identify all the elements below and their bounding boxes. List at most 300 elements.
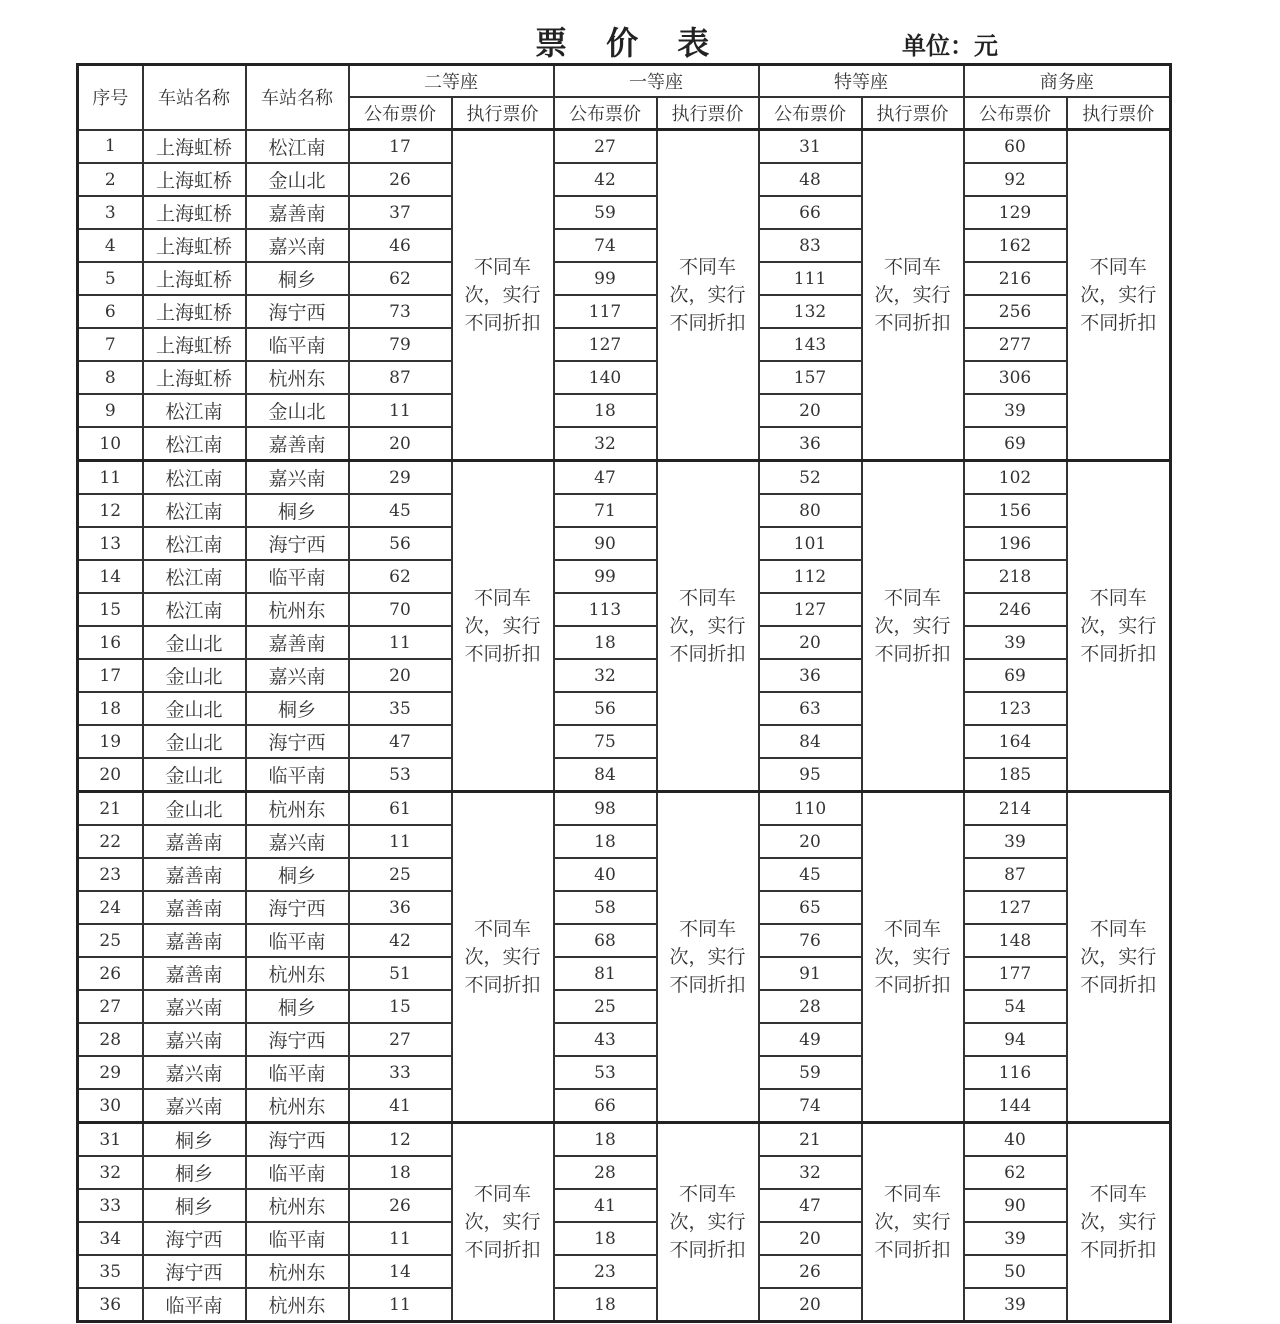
row-number-cell: 21: [78, 792, 143, 826]
first-class-price-cell: 99: [554, 560, 657, 593]
row-number-cell: 13: [78, 527, 143, 560]
from-station-cell: 上海虹桥: [143, 163, 246, 196]
premium-class-price-cell: 65: [759, 891, 862, 924]
first-class-discount-note: 不同车次，实行不同折扣: [657, 461, 759, 792]
row-number-cell: 17: [78, 659, 143, 692]
business-class-price-cell: 102: [964, 461, 1067, 495]
second-class-price-cell: 18: [349, 1156, 452, 1189]
table-row: [78, 990, 1171, 1023]
premium-class-price-cell: 28: [759, 990, 862, 1023]
to-station-cell: 桐乡: [246, 262, 349, 295]
premium-class-price-cell: 59: [759, 1056, 862, 1089]
first-class-price-cell: 43: [554, 1023, 657, 1056]
second-class-price-cell: 87: [349, 361, 452, 394]
table-row: [78, 527, 1171, 560]
business-class-price-cell: 214: [964, 792, 1067, 826]
from-station-cell: 上海虹桥: [143, 328, 246, 361]
premium-class-price-cell: 32: [759, 1156, 862, 1189]
from-station-cell: 嘉兴南: [143, 1023, 246, 1056]
premium-class-price-cell: 84: [759, 725, 862, 758]
first-class-discount-note: 不同车次，实行不同折扣: [657, 1123, 759, 1322]
second-class-price-cell: 20: [349, 659, 452, 692]
premium-class-price-cell: 127: [759, 593, 862, 626]
premium-class-price-cell: 83: [759, 229, 862, 262]
second-class-price-cell: 51: [349, 957, 452, 990]
to-station-cell: 桐乡: [246, 692, 349, 725]
table-row: [78, 427, 1171, 461]
second-class-price-cell: 70: [349, 593, 452, 626]
second-class-discount-note: 不同车次，实行不同折扣: [452, 461, 554, 792]
first-class-price-cell: 75: [554, 725, 657, 758]
first-class-price-cell: 25: [554, 990, 657, 1023]
to-station-cell: 桐乡: [246, 990, 349, 1023]
header-published-price: 公布票价: [759, 97, 862, 130]
business-class-price-cell: 277: [964, 328, 1067, 361]
second-class-price-cell: 11: [349, 1222, 452, 1255]
premium-class-price-cell: 91: [759, 957, 862, 990]
from-station-cell: 海宁西: [143, 1255, 246, 1288]
from-station-cell: 桐乡: [143, 1156, 246, 1189]
to-station-cell: 杭州东: [246, 1288, 349, 1322]
header-actual-price: 执行票价: [657, 97, 759, 130]
table-row: [78, 593, 1171, 626]
premium-class-discount-note: 不同车次，实行不同折扣: [862, 130, 964, 461]
table-row: [78, 1023, 1171, 1056]
table-row: [78, 858, 1171, 891]
first-class-price-cell: 23: [554, 1255, 657, 1288]
second-class-price-cell: 20: [349, 427, 452, 461]
row-number-cell: 28: [78, 1023, 143, 1056]
row-number-cell: 24: [78, 891, 143, 924]
second-class-price-cell: 12: [349, 1123, 452, 1157]
row-number-cell: 4: [78, 229, 143, 262]
premium-class-discount-note: 不同车次，实行不同折扣: [862, 1123, 964, 1322]
table-row: [78, 924, 1171, 957]
row-number-cell: 16: [78, 626, 143, 659]
premium-class-discount-note: 不同车次，实行不同折扣: [862, 461, 964, 792]
row-number-cell: 1: [78, 130, 143, 164]
premium-class-price-cell: 36: [759, 427, 862, 461]
first-class-price-cell: 18: [554, 1222, 657, 1255]
table-row: [78, 758, 1171, 792]
second-class-price-cell: 45: [349, 494, 452, 527]
premium-class-price-cell: 80: [759, 494, 862, 527]
second-class-price-cell: 79: [349, 328, 452, 361]
to-station-cell: 海宁西: [246, 1023, 349, 1056]
row-number-cell: 18: [78, 692, 143, 725]
premium-class-price-cell: 49: [759, 1023, 862, 1056]
table-row: [78, 1123, 1171, 1157]
second-class-price-cell: 15: [349, 990, 452, 1023]
from-station-cell: 桐乡: [143, 1123, 246, 1157]
table-row: [78, 1288, 1171, 1322]
from-station-cell: 松江南: [143, 427, 246, 461]
table-row: [78, 130, 1171, 164]
second-class-price-cell: 35: [349, 692, 452, 725]
business-class-price-cell: 218: [964, 560, 1067, 593]
first-class-price-cell: 53: [554, 1056, 657, 1089]
first-class-price-cell: 41: [554, 1189, 657, 1222]
first-class-price-cell: 81: [554, 957, 657, 990]
header-business-class: 商务座: [964, 65, 1171, 98]
table-row: [78, 659, 1171, 692]
first-class-price-cell: 113: [554, 593, 657, 626]
from-station-cell: 金山北: [143, 725, 246, 758]
business-class-price-cell: 39: [964, 1222, 1067, 1255]
header-first-class: 一等座: [554, 65, 759, 98]
to-station-cell: 海宁西: [246, 295, 349, 328]
premium-class-price-cell: 20: [759, 1222, 862, 1255]
business-class-price-cell: 148: [964, 924, 1067, 957]
first-class-price-cell: 18: [554, 825, 657, 858]
from-station-cell: 上海虹桥: [143, 361, 246, 394]
premium-class-price-cell: 20: [759, 626, 862, 659]
first-class-price-cell: 56: [554, 692, 657, 725]
second-class-discount-note: 不同车次，实行不同折扣: [452, 130, 554, 461]
header-published-price: 公布票价: [349, 97, 452, 130]
from-station-cell: 上海虹桥: [143, 130, 246, 164]
premium-class-price-cell: 111: [759, 262, 862, 295]
from-station-cell: 金山北: [143, 626, 246, 659]
header-second-class: 二等座: [349, 65, 554, 98]
business-class-price-cell: 39: [964, 626, 1067, 659]
row-number-cell: 25: [78, 924, 143, 957]
business-class-price-cell: 39: [964, 825, 1067, 858]
to-station-cell: 桐乡: [246, 494, 349, 527]
header-seq: 序号: [78, 65, 143, 130]
second-class-price-cell: 11: [349, 394, 452, 427]
table-row: [78, 1255, 1171, 1288]
business-class-price-cell: 246: [964, 593, 1067, 626]
from-station-cell: 松江南: [143, 461, 246, 495]
table-row: [78, 1089, 1171, 1123]
premium-class-price-cell: 20: [759, 394, 862, 427]
row-number-cell: 8: [78, 361, 143, 394]
premium-class-price-cell: 143: [759, 328, 862, 361]
row-number-cell: 11: [78, 461, 143, 495]
row-number-cell: 35: [78, 1255, 143, 1288]
premium-class-price-cell: 26: [759, 1255, 862, 1288]
to-station-cell: 杭州东: [246, 361, 349, 394]
premium-class-price-cell: 20: [759, 825, 862, 858]
premium-class-price-cell: 47: [759, 1189, 862, 1222]
business-class-price-cell: 69: [964, 659, 1067, 692]
business-class-price-cell: 54: [964, 990, 1067, 1023]
to-station-cell: 嘉兴南: [246, 229, 349, 262]
from-station-cell: 嘉兴南: [143, 1089, 246, 1123]
second-class-price-cell: 14: [349, 1255, 452, 1288]
to-station-cell: 杭州东: [246, 593, 349, 626]
row-number-cell: 31: [78, 1123, 143, 1157]
business-class-price-cell: 94: [964, 1023, 1067, 1056]
first-class-price-cell: 84: [554, 758, 657, 792]
business-class-price-cell: 92: [964, 163, 1067, 196]
row-number-cell: 6: [78, 295, 143, 328]
business-class-price-cell: 306: [964, 361, 1067, 394]
premium-class-price-cell: 101: [759, 527, 862, 560]
from-station-cell: 嘉善南: [143, 858, 246, 891]
page-title: 票 价 表: [535, 24, 724, 62]
to-station-cell: 海宁西: [246, 891, 349, 924]
business-class-price-cell: 127: [964, 891, 1067, 924]
premium-class-price-cell: 31: [759, 130, 862, 164]
first-class-price-cell: 117: [554, 295, 657, 328]
table-row: [78, 1056, 1171, 1089]
from-station-cell: 嘉善南: [143, 924, 246, 957]
premium-class-price-cell: 95: [759, 758, 862, 792]
table-row: [78, 725, 1171, 758]
second-class-price-cell: 17: [349, 130, 452, 164]
premium-class-price-cell: 63: [759, 692, 862, 725]
row-number-cell: 29: [78, 1056, 143, 1089]
to-station-cell: 海宁西: [246, 725, 349, 758]
business-class-price-cell: 185: [964, 758, 1067, 792]
header-from-station: 车站名称: [143, 65, 246, 130]
premium-class-price-cell: 74: [759, 1089, 862, 1123]
row-number-cell: 5: [78, 262, 143, 295]
row-number-cell: 3: [78, 196, 143, 229]
table-row: [78, 163, 1171, 196]
to-station-cell: 杭州东: [246, 1255, 349, 1288]
first-class-price-cell: 42: [554, 163, 657, 196]
business-class-price-cell: 69: [964, 427, 1067, 461]
table-row: [78, 262, 1171, 295]
to-station-cell: 嘉善南: [246, 196, 349, 229]
to-station-cell: 金山北: [246, 163, 349, 196]
second-class-price-cell: 61: [349, 792, 452, 826]
to-station-cell: 临平南: [246, 924, 349, 957]
premium-class-price-cell: 36: [759, 659, 862, 692]
row-number-cell: 2: [78, 163, 143, 196]
premium-class-price-cell: 52: [759, 461, 862, 495]
table-row: [78, 295, 1171, 328]
from-station-cell: 海宁西: [143, 1222, 246, 1255]
row-number-cell: 26: [78, 957, 143, 990]
business-class-price-cell: 196: [964, 527, 1067, 560]
to-station-cell: 海宁西: [246, 1123, 349, 1157]
table-row: [78, 692, 1171, 725]
first-class-price-cell: 71: [554, 494, 657, 527]
from-station-cell: 临平南: [143, 1288, 246, 1322]
second-class-price-cell: 26: [349, 163, 452, 196]
first-class-price-cell: 27: [554, 130, 657, 164]
second-class-price-cell: 11: [349, 1288, 452, 1322]
fare-table: [76, 63, 1172, 1323]
row-number-cell: 30: [78, 1089, 143, 1123]
business-class-price-cell: 116: [964, 1056, 1067, 1089]
row-number-cell: 9: [78, 394, 143, 427]
to-station-cell: 嘉兴南: [246, 659, 349, 692]
header-published-price: 公布票价: [964, 97, 1067, 130]
first-class-price-cell: 58: [554, 891, 657, 924]
business-class-price-cell: 90: [964, 1189, 1067, 1222]
second-class-price-cell: 27: [349, 1023, 452, 1056]
second-class-price-cell: 53: [349, 758, 452, 792]
from-station-cell: 嘉善南: [143, 825, 246, 858]
to-station-cell: 松江南: [246, 130, 349, 164]
business-class-price-cell: 87: [964, 858, 1067, 891]
from-station-cell: 松江南: [143, 527, 246, 560]
to-station-cell: 杭州东: [246, 1089, 349, 1123]
premium-class-price-cell: 112: [759, 560, 862, 593]
first-class-price-cell: 98: [554, 792, 657, 826]
table-row: [78, 394, 1171, 427]
row-number-cell: 23: [78, 858, 143, 891]
row-number-cell: 22: [78, 825, 143, 858]
premium-class-price-cell: 110: [759, 792, 862, 826]
second-class-price-cell: 73: [349, 295, 452, 328]
business-class-price-cell: 129: [964, 196, 1067, 229]
from-station-cell: 上海虹桥: [143, 295, 246, 328]
first-class-price-cell: 68: [554, 924, 657, 957]
row-number-cell: 36: [78, 1288, 143, 1322]
table-row: [78, 229, 1171, 262]
second-class-price-cell: 56: [349, 527, 452, 560]
first-class-price-cell: 90: [554, 527, 657, 560]
from-station-cell: 金山北: [143, 758, 246, 792]
second-class-price-cell: 37: [349, 196, 452, 229]
first-class-price-cell: 18: [554, 626, 657, 659]
second-class-discount-note: 不同车次，实行不同折扣: [452, 792, 554, 1123]
premium-class-price-cell: 66: [759, 196, 862, 229]
to-station-cell: 桐乡: [246, 858, 349, 891]
business-class-price-cell: 40: [964, 1123, 1067, 1157]
first-class-price-cell: 99: [554, 262, 657, 295]
premium-class-price-cell: 157: [759, 361, 862, 394]
premium-class-price-cell: 21: [759, 1123, 862, 1157]
second-class-price-cell: 29: [349, 461, 452, 495]
first-class-price-cell: 32: [554, 659, 657, 692]
header-premium-class: 特等座: [759, 65, 964, 98]
to-station-cell: 临平南: [246, 1222, 349, 1255]
table-row: [78, 461, 1171, 495]
first-class-price-cell: 47: [554, 461, 657, 495]
business-class-discount-note: 不同车次，实行不同折扣: [1067, 461, 1171, 792]
business-class-discount-note: 不同车次，实行不同折扣: [1067, 792, 1171, 1123]
business-class-price-cell: 123: [964, 692, 1067, 725]
from-station-cell: 松江南: [143, 494, 246, 527]
to-station-cell: 嘉兴南: [246, 825, 349, 858]
row-number-cell: 19: [78, 725, 143, 758]
header-actual-price: 执行票价: [1067, 97, 1171, 130]
row-number-cell: 27: [78, 990, 143, 1023]
header-to-station: 车站名称: [246, 65, 349, 130]
to-station-cell: 嘉兴南: [246, 461, 349, 495]
to-station-cell: 杭州东: [246, 792, 349, 826]
from-station-cell: 松江南: [143, 593, 246, 626]
second-class-price-cell: 33: [349, 1056, 452, 1089]
business-class-price-cell: 144: [964, 1089, 1067, 1123]
table-row: [78, 196, 1171, 229]
from-station-cell: 金山北: [143, 692, 246, 725]
row-number-cell: 20: [78, 758, 143, 792]
first-class-discount-note: 不同车次，实行不同折扣: [657, 130, 759, 461]
first-class-price-cell: 140: [554, 361, 657, 394]
row-number-cell: 7: [78, 328, 143, 361]
business-class-price-cell: 216: [964, 262, 1067, 295]
second-class-price-cell: 62: [349, 560, 452, 593]
premium-class-price-cell: 132: [759, 295, 862, 328]
business-class-price-cell: 39: [964, 1288, 1067, 1322]
to-station-cell: 临平南: [246, 1056, 349, 1089]
second-class-price-cell: 11: [349, 626, 452, 659]
table-row: [78, 957, 1171, 990]
first-class-discount-note: 不同车次，实行不同折扣: [657, 792, 759, 1123]
business-class-discount-note: 不同车次，实行不同折扣: [1067, 130, 1171, 461]
first-class-price-cell: 59: [554, 196, 657, 229]
business-class-price-cell: 162: [964, 229, 1067, 262]
table-row: [78, 328, 1171, 361]
table-row: [78, 1189, 1171, 1222]
header-actual-price: 执行票价: [452, 97, 554, 130]
first-class-price-cell: 18: [554, 394, 657, 427]
to-station-cell: 临平南: [246, 758, 349, 792]
table-header: [78, 65, 1171, 130]
to-station-cell: 临平南: [246, 560, 349, 593]
row-number-cell: 14: [78, 560, 143, 593]
second-class-price-cell: 36: [349, 891, 452, 924]
second-class-price-cell: 62: [349, 262, 452, 295]
first-class-price-cell: 66: [554, 1089, 657, 1123]
first-class-price-cell: 74: [554, 229, 657, 262]
business-class-price-cell: 39: [964, 394, 1067, 427]
business-class-price-cell: 50: [964, 1255, 1067, 1288]
second-class-price-cell: 42: [349, 924, 452, 957]
first-class-price-cell: 40: [554, 858, 657, 891]
to-station-cell: 嘉善南: [246, 427, 349, 461]
first-class-price-cell: 32: [554, 427, 657, 461]
to-station-cell: 嘉善南: [246, 626, 349, 659]
first-class-price-cell: 127: [554, 328, 657, 361]
to-station-cell: 临平南: [246, 328, 349, 361]
from-station-cell: 上海虹桥: [143, 196, 246, 229]
business-class-price-cell: 256: [964, 295, 1067, 328]
table-row: [78, 1156, 1171, 1189]
first-class-price-cell: 28: [554, 1156, 657, 1189]
row-number-cell: 15: [78, 593, 143, 626]
to-station-cell: 临平南: [246, 1156, 349, 1189]
from-station-cell: 金山北: [143, 792, 246, 826]
second-class-discount-note: 不同车次，实行不同折扣: [452, 1123, 554, 1322]
row-number-cell: 32: [78, 1156, 143, 1189]
second-class-price-cell: 25: [349, 858, 452, 891]
table-row: [78, 560, 1171, 593]
business-class-price-cell: 62: [964, 1156, 1067, 1189]
premium-class-price-cell: 76: [759, 924, 862, 957]
from-station-cell: 桐乡: [143, 1189, 246, 1222]
from-station-cell: 金山北: [143, 659, 246, 692]
from-station-cell: 上海虹桥: [143, 229, 246, 262]
table-row: [78, 1222, 1171, 1255]
premium-class-price-cell: 48: [759, 163, 862, 196]
business-class-discount-note: 不同车次，实行不同折扣: [1067, 1123, 1171, 1322]
to-station-cell: 金山北: [246, 394, 349, 427]
business-class-price-cell: 156: [964, 494, 1067, 527]
table-row: [78, 626, 1171, 659]
row-number-cell: 10: [78, 427, 143, 461]
second-class-price-cell: 41: [349, 1089, 452, 1123]
to-station-cell: 杭州东: [246, 957, 349, 990]
from-station-cell: 嘉善南: [143, 891, 246, 924]
table-row: [78, 361, 1171, 394]
header-published-price: 公布票价: [554, 97, 657, 130]
from-station-cell: 嘉兴南: [143, 1056, 246, 1089]
second-class-price-cell: 47: [349, 725, 452, 758]
from-station-cell: 松江南: [143, 394, 246, 427]
row-number-cell: 33: [78, 1189, 143, 1222]
business-class-price-cell: 60: [964, 130, 1067, 164]
table-row: [78, 494, 1171, 527]
